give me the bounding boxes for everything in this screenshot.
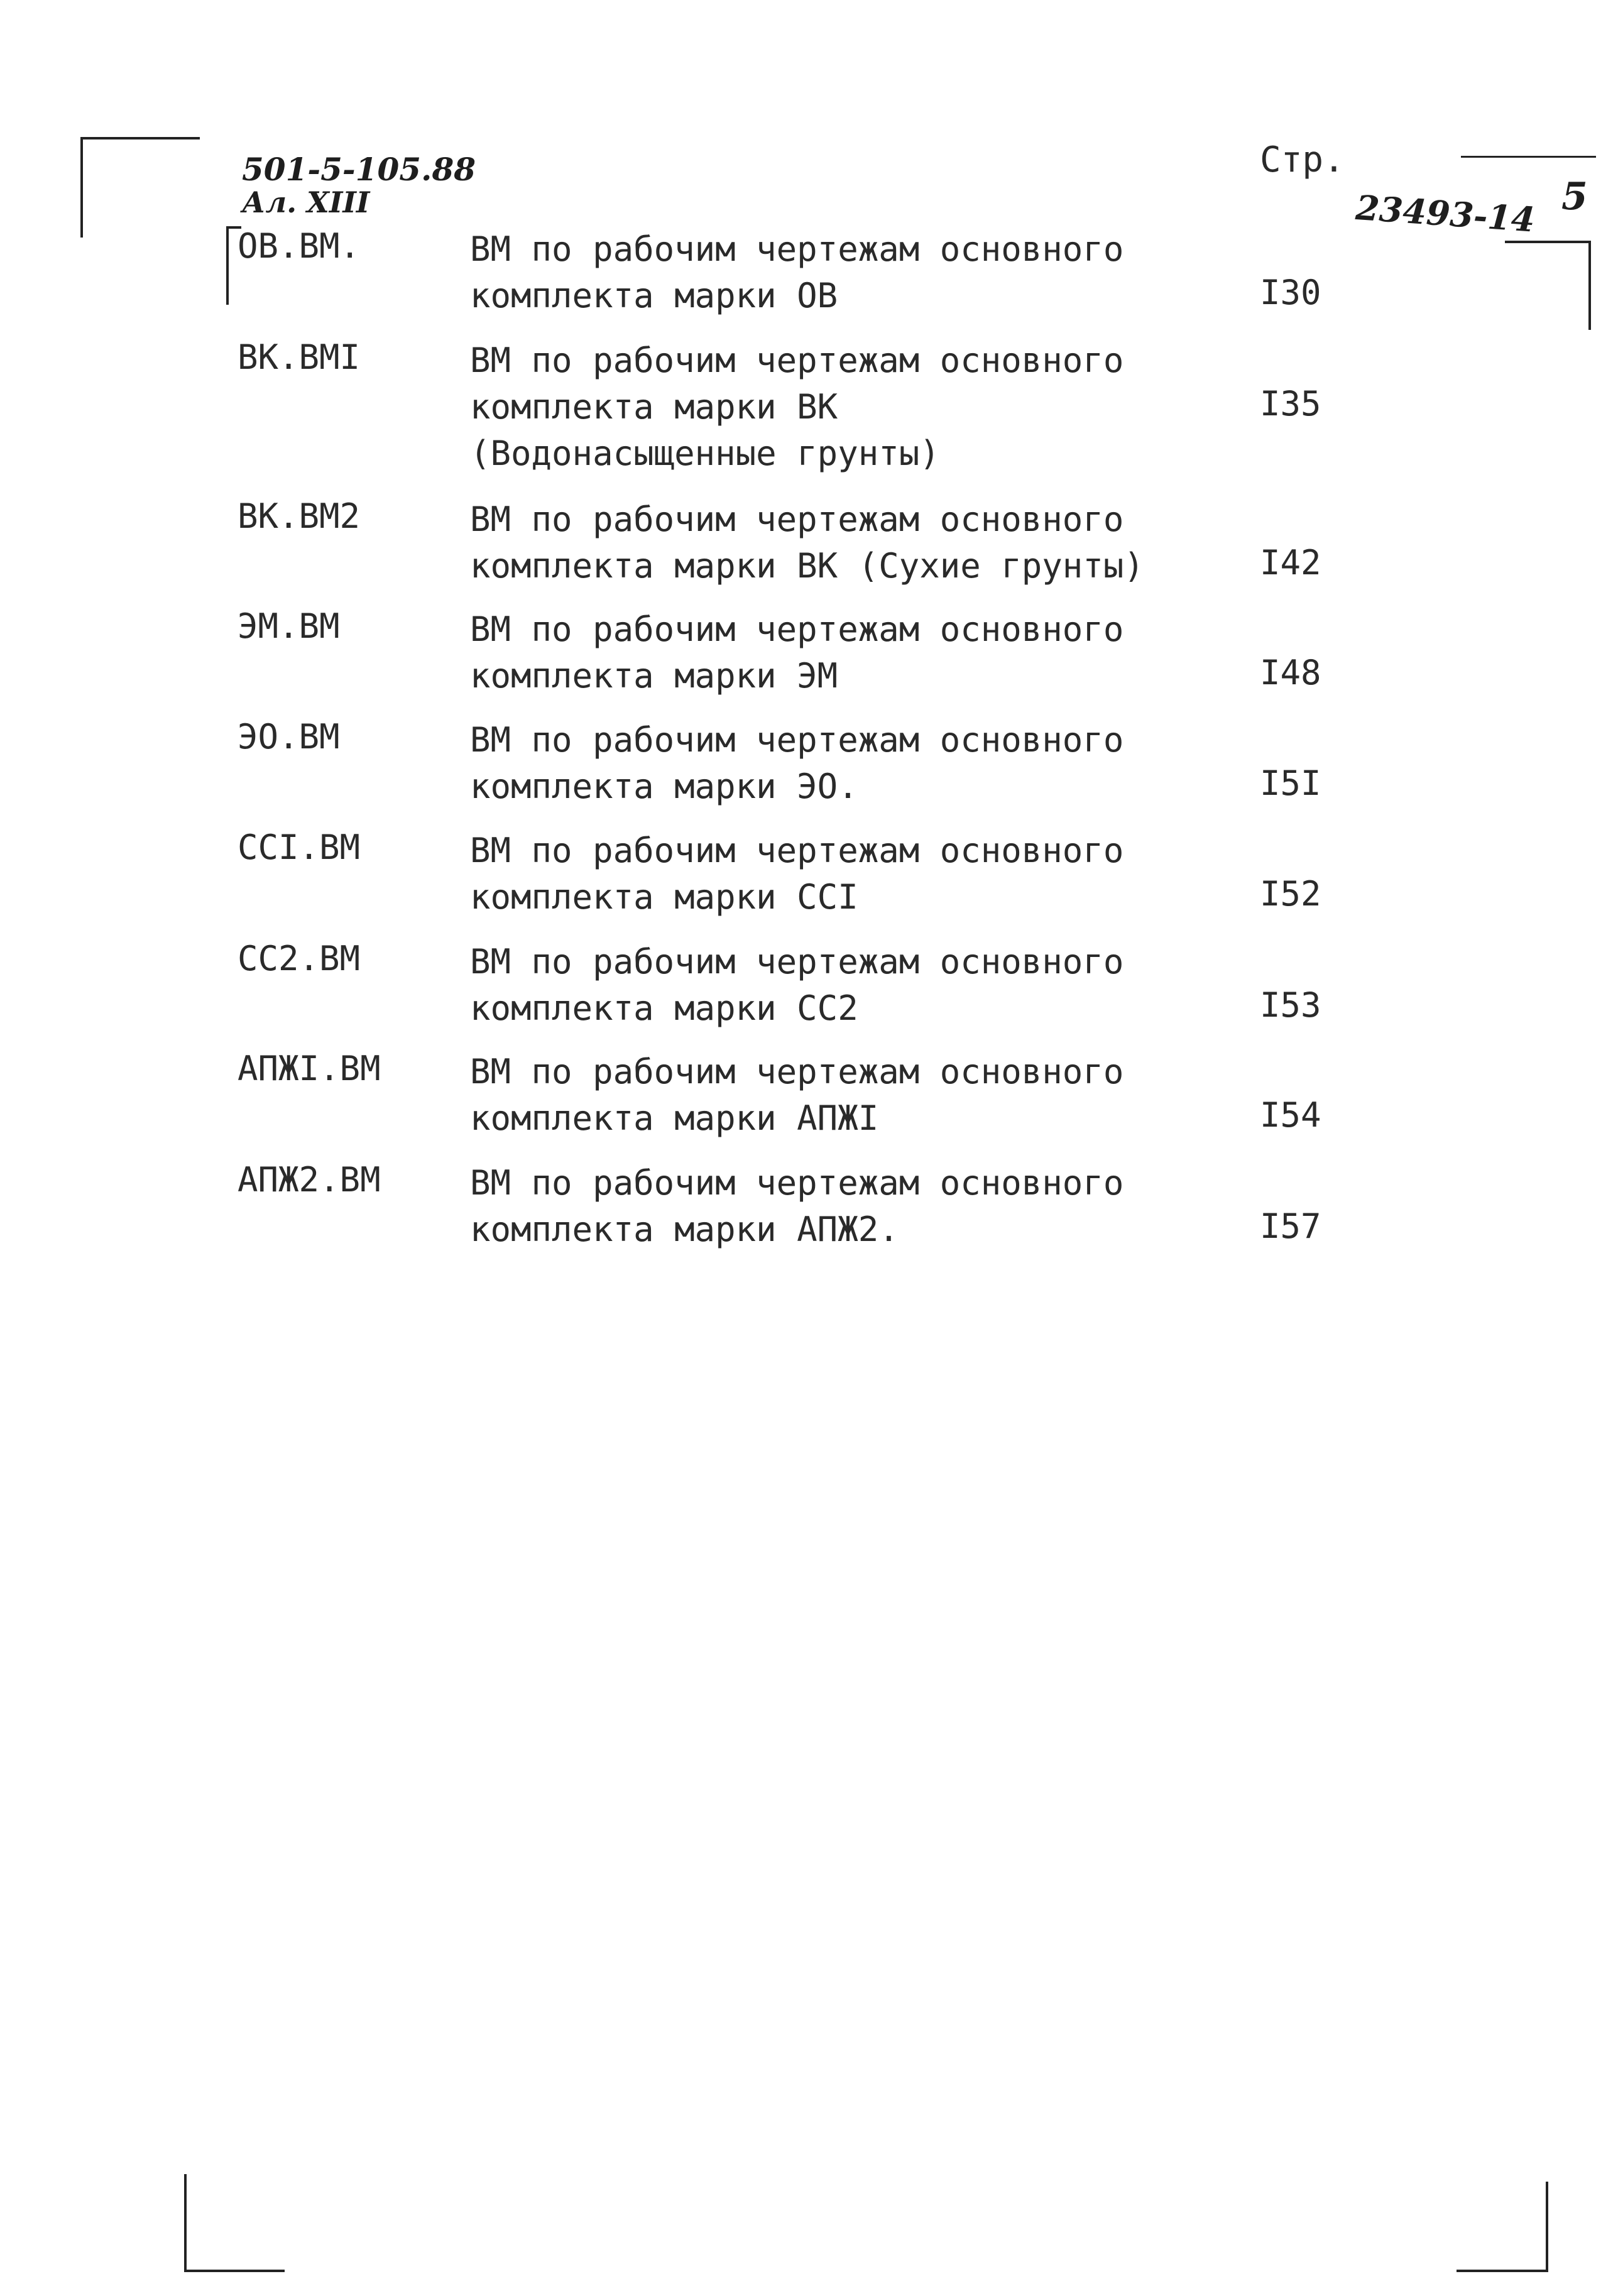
description-line: комплекта марки АПЖI bbox=[470, 1098, 879, 1138]
row-code: АПЖ2.ВМ bbox=[238, 1160, 381, 1200]
description-line: ВМ по рабочим чертежам основного bbox=[470, 341, 1124, 380]
row-page-number: I35 bbox=[1260, 384, 1321, 424]
row-code: ЭО.ВМ bbox=[238, 717, 340, 757]
row-page-number: I52 bbox=[1260, 874, 1321, 914]
description-line: ВМ по рабочим чертежам основного bbox=[470, 720, 1124, 760]
row-description bbox=[470, 496, 1144, 589]
description-line: комплекта марки ЭМ bbox=[470, 656, 838, 696]
description-line: комплекта марки АПЖ2. bbox=[470, 1210, 899, 1249]
row-description bbox=[470, 1049, 1123, 1142]
frame-mark-right-h bbox=[1505, 241, 1591, 243]
row-page-number: I30 bbox=[1260, 273, 1321, 312]
description-line: ВМ по рабочим чертежам основного bbox=[470, 942, 1124, 981]
row-code: АПЖI.ВМ bbox=[238, 1049, 381, 1088]
description-line: (Водонасыщенные грунты) bbox=[470, 434, 940, 473]
frame-mark-top-left-h bbox=[80, 137, 200, 139]
frame-mark-top-right-line bbox=[1461, 156, 1596, 158]
frame-mark-bottom-left-h bbox=[184, 2270, 285, 2272]
row-page-number: I53 bbox=[1260, 985, 1321, 1025]
row-description bbox=[470, 939, 1123, 1032]
row-code: ВК.ВМI bbox=[238, 337, 361, 377]
row-description bbox=[470, 717, 1123, 810]
frame-mark-bottom-right-h bbox=[1457, 2270, 1548, 2272]
row-description bbox=[470, 1160, 1123, 1253]
description-line: комплекта марки ОВ bbox=[470, 276, 838, 315]
inner-bracket-v bbox=[226, 226, 229, 305]
inventory-number-handwritten: 23493-14 bbox=[1354, 187, 1536, 240]
row-page-number: I54 bbox=[1260, 1095, 1321, 1135]
page-column-heading: Стр. bbox=[1260, 139, 1345, 180]
description-line: ВМ по рабочим чертежам основного bbox=[470, 500, 1124, 539]
album-number-handwritten: Ал. XIII bbox=[242, 185, 370, 219]
row-page-number: I48 bbox=[1260, 653, 1321, 692]
description-line: комплекта марки ВК (Сухие грунты) bbox=[470, 546, 1144, 586]
row-page-number: I42 bbox=[1260, 543, 1321, 582]
row-description bbox=[470, 226, 1123, 319]
description-line: комплекта марки ВК bbox=[470, 387, 838, 427]
row-page-number: I5I bbox=[1260, 763, 1321, 803]
frame-mark-bottom-left-v bbox=[184, 2174, 187, 2271]
row-description bbox=[470, 606, 1123, 699]
row-page-number: I57 bbox=[1260, 1206, 1321, 1246]
row-code: СС2.ВМ bbox=[238, 939, 361, 978]
description-line: ВМ по рабочим чертежам основного bbox=[470, 229, 1124, 269]
frame-mark-top-left-v bbox=[80, 137, 83, 238]
row-code: ОВ.ВМ. bbox=[238, 226, 361, 266]
row-description bbox=[470, 828, 1123, 921]
description-line: ВМ по рабочим чертежам основного bbox=[470, 610, 1124, 649]
row-code: ВК.ВМ2 bbox=[238, 496, 361, 536]
description-line: ВМ по рабочим чертежам основного bbox=[470, 1052, 1124, 1091]
frame-mark-bottom-right-v bbox=[1546, 2182, 1548, 2271]
row-description bbox=[470, 337, 1123, 477]
description-line: комплекта марки СС2 bbox=[470, 988, 858, 1028]
sheet-number: 5 bbox=[1561, 175, 1588, 219]
description-line: комплекта марки ЭО. bbox=[470, 767, 858, 806]
description-line: комплекта марки ССI bbox=[470, 877, 858, 917]
row-code: ЭМ.ВМ bbox=[238, 606, 340, 646]
document-code-handwritten: 501-5-105.88 bbox=[242, 151, 476, 188]
row-code: ССI.ВМ bbox=[238, 828, 361, 867]
description-line: ВМ по рабочим чертежам основного bbox=[470, 831, 1124, 870]
frame-mark-right-v bbox=[1588, 241, 1591, 330]
description-line: ВМ по рабочим чертежам основного bbox=[470, 1163, 1124, 1203]
